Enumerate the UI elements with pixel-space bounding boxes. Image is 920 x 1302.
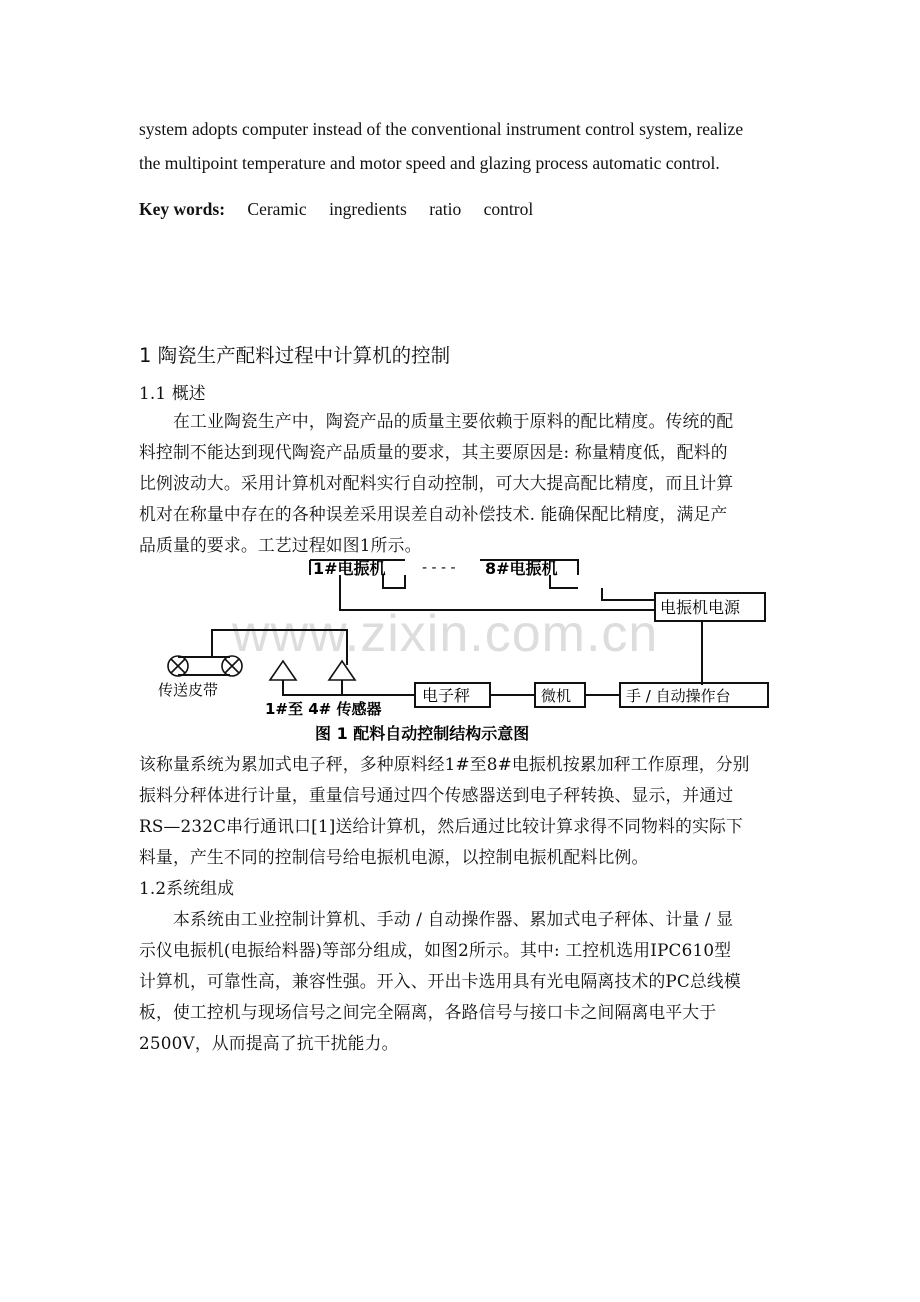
subsection-heading: 1.1 概述 — [139, 383, 206, 403]
paragraph-line: 机对在称量中存在的各种误差采用误差自动补偿技术. 能确保配比精度，满足产 — [139, 504, 728, 524]
paragraph-line: 示仪电振机(电振给料器)等部分组成，如图2所示。其中: 工控机选用IPC610型 — [139, 940, 732, 960]
abstract-line: the multipoint temperature and motor speed and glazing process automatic control. — [139, 153, 720, 173]
power-label: 电振机电源 — [660, 598, 741, 617]
keyword: Ceramic — [247, 199, 307, 219]
keywords-label: Key words: — [139, 199, 226, 219]
keyword: control — [483, 199, 534, 219]
dots-label: - - - - — [422, 560, 456, 576]
roller-icon — [168, 656, 188, 676]
paragraph-line: 料量，产生不同的控制信号给电振机电源，以控制电振机配料比例。 — [139, 847, 649, 867]
micro-label: 微机 — [541, 687, 572, 705]
paragraph-line: RS—232C串行通讯口[1]送给计算机，然后通过比较计算求得不同物料的实际下 — [139, 816, 744, 836]
abstract-line: system adopts computer instead of the conventional instrument control system, realize — [139, 119, 744, 139]
vib8-label: 8#电振机 — [485, 559, 558, 578]
paragraph-line: 在工业陶瓷生产中，陶瓷产品的质量主要依赖于原料的配比精度。传统的配 — [173, 411, 734, 431]
scale-label: 电子秤 — [422, 686, 471, 705]
watermark: www.zixin.com.cn — [232, 605, 659, 663]
console-label: 手 / 自动操作台 — [626, 687, 731, 705]
sensor-triangle-icon — [329, 661, 355, 680]
roller-icon — [222, 656, 242, 676]
subsection-heading: 1.2系统组成 — [139, 878, 235, 898]
figure1-caption: 图 1 配料自动控制结构示意图 — [315, 724, 530, 743]
paragraph-line: 该称量系统为累加式电子秤，多种原料经1#至8#电振机按累加秤工作原理，分别 — [139, 754, 750, 774]
sensor-triangle-icon — [270, 661, 296, 680]
paragraph-line: 比例波动大。采用计算机对配料实行自动控制，可大大提高配比精度，而且计算 — [139, 473, 734, 493]
paragraph-line: 振料分秤体进行计量，重量信号通过四个传感器送到电子秤转换、显示，并通过 — [139, 785, 734, 805]
paragraph-line: 计算机，可靠性高，兼容性强。开入、开出卡选用具有光电隔离技术的PC总线模 — [139, 971, 741, 991]
paragraph-line: 品质量的要求。工艺过程如图1所示。 — [139, 535, 422, 555]
section-heading: 1 陶瓷生产配料过程中计算机的控制 — [139, 344, 451, 367]
keyword: ingredients — [329, 199, 407, 219]
paragraph-line: 板，使工控机与现场信号之间完全隔离，各路信号与接口卡之间隔离电平大于 — [139, 1002, 717, 1022]
keyword: ratio — [429, 199, 462, 219]
paragraph-line: 料控制不能达到现代陶瓷产品质量的要求，其主要原因是: 称量精度低，配料的 — [139, 442, 728, 462]
paragraph-line: 本系统由工业控制计算机、手动 / 自动操作器、累加式电子秤体、计量 / 显 — [173, 909, 734, 929]
sensors-label: 1#至 4# 传感器 — [265, 700, 382, 718]
belt-label: 传送皮带 — [158, 681, 219, 699]
keywords-line — [139, 199, 533, 220]
figure1-diagram — [150, 555, 780, 750]
paragraph-line: 2500V，从而提高了抗干扰能力。 — [139, 1033, 399, 1053]
vib1-label: 1#电振机 — [313, 559, 386, 578]
